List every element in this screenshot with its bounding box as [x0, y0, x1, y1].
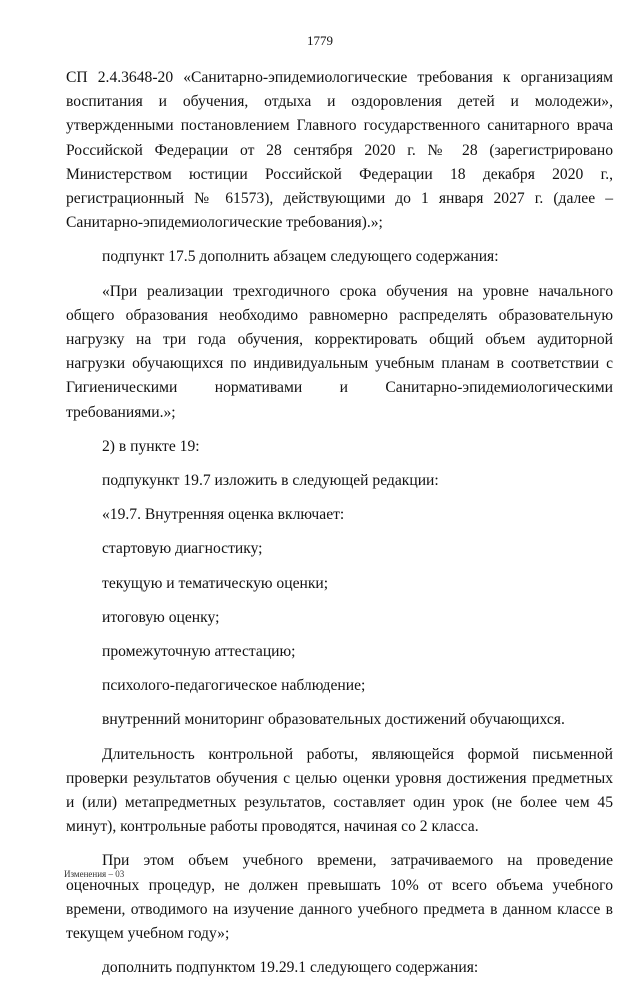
paragraph-three-year-study: «При реализации трехгодичного срока обучения на уровне начального общего образования необходимо равномерно распределять образовательную нагрузку на три года обучения, корректировать общий объем аудиторной нагрузки обучающихся по индивидуальным учебным планам в соответствии с Гигиеническими нормативами и Санитарно-эпидемиологическими требованиями.»;: [66, 282, 613, 421]
list-item: психолого-педагогическое наблюдение;: [102, 677, 366, 695]
paragraph-internal-assessment: «19.7. Внутренняя оценка включает:: [102, 506, 345, 524]
paragraph-subclause-17-5: подпункт 17.5 дополнить абзацем следующего содержания:: [102, 248, 499, 266]
list-item: итоговую оценку;: [102, 608, 220, 626]
page-number: 1779: [307, 33, 333, 48]
paragraph-clause-19: 2) в пункте 19:: [102, 437, 200, 455]
list-item: текущую и тематическую оценки;: [102, 574, 329, 592]
footer-note: Изменения – 03: [64, 869, 125, 879]
list-item: промежуточную аттестацию;: [102, 643, 296, 661]
paragraph-assessment-time: При этом объем учебного времени, затрачиваемого на проведение оценочных процедур, не должен превышать 10% от всего объема учебного времени, отводимого на изучение данного учебного предмета в данном классе в текущем учебном году»;: [66, 852, 613, 943]
paragraph-sp-reference: СП 2.4.3648-20 «Санитарно-эпидемиологические требования к организациям воспитания и обучения, отдыха и оздоровления детей и молодежи», утвержденными постановлением Главного государственного санитарного врача Российской Федерации от 28 сентября 2020 г. № 28 (зарегистрировано Министерством юстиции Российской Федерации 18 декабря 2020 г., регистрационный № 61573), действующими до 1 января 2027 г. (далее – Санитарно-эпидемиологические требования).»;: [66, 69, 613, 232]
paragraph-test-duration: Длительность контрольной работы, являющейся формой письменной проверки результатов обучения с целью оценки уровня достижения предметных и (или) метапредметных результатов, составляет один урок (не более чем 45 минут), контрольные работы проводятся, начиная со 2 класса.: [66, 745, 613, 836]
paragraph-subclause-19-7: подпукункт 19.7 изложить в следующей редакции:: [102, 472, 439, 490]
paragraph-subclause-19-29-1: дополнить подпунктом 19.29.1 следующего содержания:: [102, 959, 479, 977]
list-item: стартовую диагностику;: [102, 540, 263, 558]
list-item: внутренний мониторинг образовательных достижений обучающихся.: [102, 711, 565, 729]
document-body: [66, 66, 613, 981]
